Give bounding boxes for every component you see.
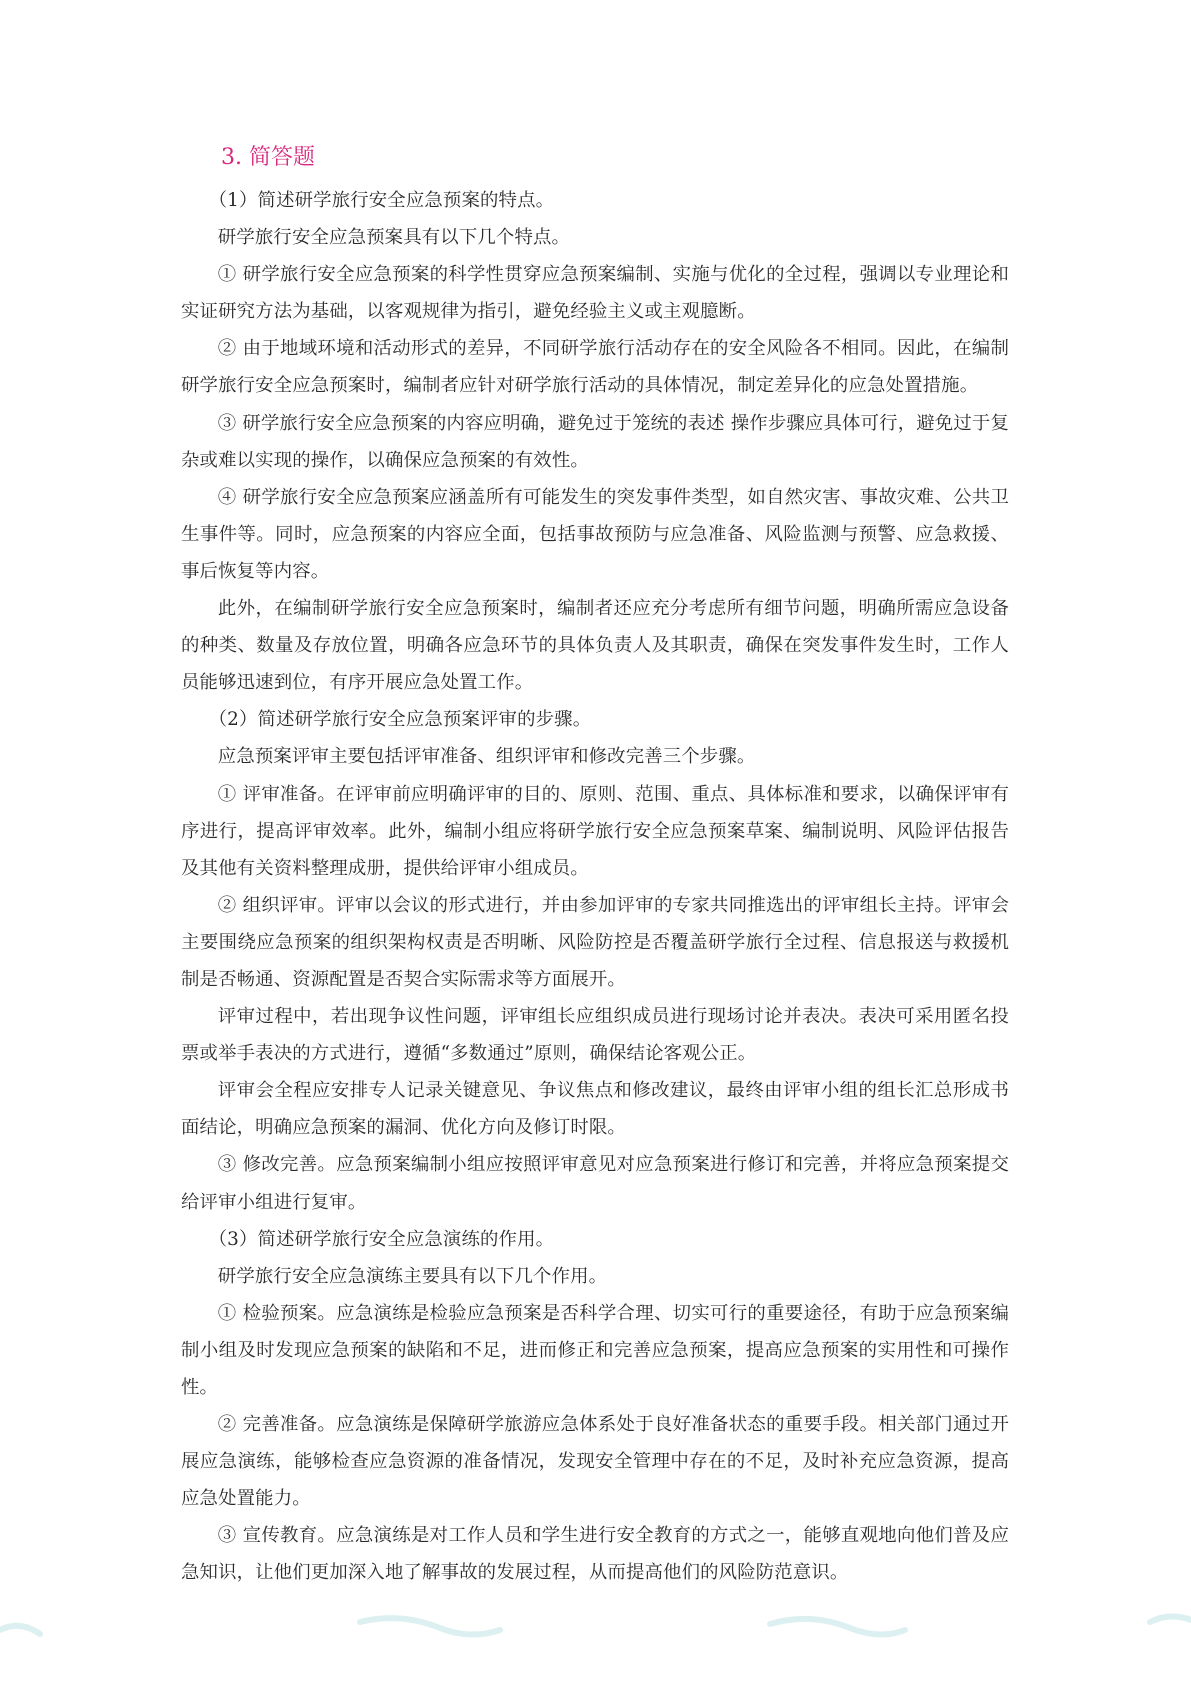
paragraph: ③ 研学旅行安全应急预案的内容应明确，避免过于笼统的表述 操作步骤应具体可行，避免过于复杂或难以实现的操作，以确保应急预案的有效性。	[181, 412, 1009, 471]
paragraph: 评审会全程应安排专人记录关键意见、争议焦点和修改建议，最终由评审小组的组长汇总形成书面结论，明确应急预案的漏洞、优化方向及修订时限。	[181, 1080, 1009, 1139]
question-3: （3）简述研学旅行安全应急演练的作用。	[208, 1228, 555, 1250]
paragraph: ② 组织评审。评审以会议的形式进行，并由参加评审的专家共同推选出的评审组长主持。评审会主要围绕应急预案的组织架构权责是否明晰、风险防控是否覆盖研学旅行全过程、信息报送与救援机制是否畅通、资源配置是否契合实际需求等方面展开。	[181, 894, 1009, 990]
watermark-stroke	[770, 1619, 905, 1635]
paragraph: ① 评审准备。在评审前应明确评审的目的、原则、范围、重点、具体标准和要求，以确保评审有序进行，提高评审效率。此外，编制小组应将研学旅行安全应急预案草案、编制说明、风险评估报告及其他有关资料整理成册，提供给评审小组成员。	[181, 783, 1009, 879]
section-title: 3. 简答题	[221, 145, 315, 170]
paragraph: ② 完善准备。应急演练是保障研学旅游应急体系处于良好准备状态的重要手段。相关部门通过开展应急演练，能够检查应急资源的准备情况，发现安全管理中存在的不足，及时补充应急资源，提高应急处置能力。	[181, 1414, 1009, 1510]
paragraph: ④ 研学旅行安全应急预案应涵盖所有可能发生的突发事件类型，如自然灾害、事故灾难、公共卫生事件等。同时，应急预案的内容应全面，包括事故预防与应急准备、风险监测与预警、应急救援、事后恢复等内容。	[181, 486, 1009, 582]
question-2: （2）简述研学旅行安全应急预案评审的步骤。	[208, 709, 592, 731]
watermark-stroke	[0, 1626, 40, 1634]
page-content	[181, 140, 1009, 1592]
watermark-stroke	[1150, 1616, 1191, 1622]
paragraph: 应急预案评审主要包括评审准备、组织评审和修改完善三个步骤。	[217, 746, 756, 768]
paragraph: 研学旅行安全应急演练主要具有以下几个作用。	[217, 1265, 608, 1287]
paragraph: ② 由于地域环境和活动形式的差异，不同研学旅行活动存在的安全风险各不相同。因此，在编制研学旅行安全应急预案时，编制者应针对研学旅行活动的具体情况，制定差异化的应急处置措施。	[181, 338, 1009, 397]
paragraph: ③ 修改完善。应急预案编制小组应按照评审意见对应急预案进行修订和完善，并将应急预案提交给评审小组进行复审。	[181, 1154, 1009, 1213]
question-1: （1）简述研学旅行安全应急预案的特点。	[208, 190, 555, 211]
paragraph: ③ 宣传教育。应急演练是对工作人员和学生进行安全教育的方式之一，能够直观地向他们普及应急知识，让他们更加深入地了解事故的发展过程，从而提高他们的风险防范意识。	[181, 1525, 1009, 1584]
footer-watermark-decoration	[0, 1600, 1191, 1660]
paragraph: 此外，在编制研学旅行安全应急预案时，编制者还应充分考虑所有细节问题，明确所需应急设备的种类、数量及存放位置，明确各应急环节的具体负责人及其职责，确保在突发事件发生时，工作人员能够迅速到位，有序开展应急处置工作。	[181, 598, 1009, 694]
paragraph: ① 检验预案。应急演练是检验应急预案是否科学合理、切实可行的重要途径，有助于应急预案编制小组及时发现应急预案的缺陷和不足，进而修正和完善应急预案，提高应急预案的实用性和可操作性。	[181, 1302, 1009, 1398]
paragraph: 研学旅行安全应急预案具有以下几个特点。	[217, 227, 571, 249]
watermark-stroke	[360, 1618, 500, 1634]
paragraph: 评审过程中，若出现争议性问题，评审组长应组织成员进行现场讨论并表决。表决可采用匿名投票或举手表决的方式进行，遵循“多数通过”原则，确保结论客观公正。	[181, 1006, 1009, 1065]
paragraph: ① 研学旅行安全应急预案的科学性贯穿应急预案编制、实施与优化的全过程，强调以专业理论和实证研究方法为基础，以客观规律为指引，避免经验主义或主观臆断。	[181, 264, 1009, 323]
